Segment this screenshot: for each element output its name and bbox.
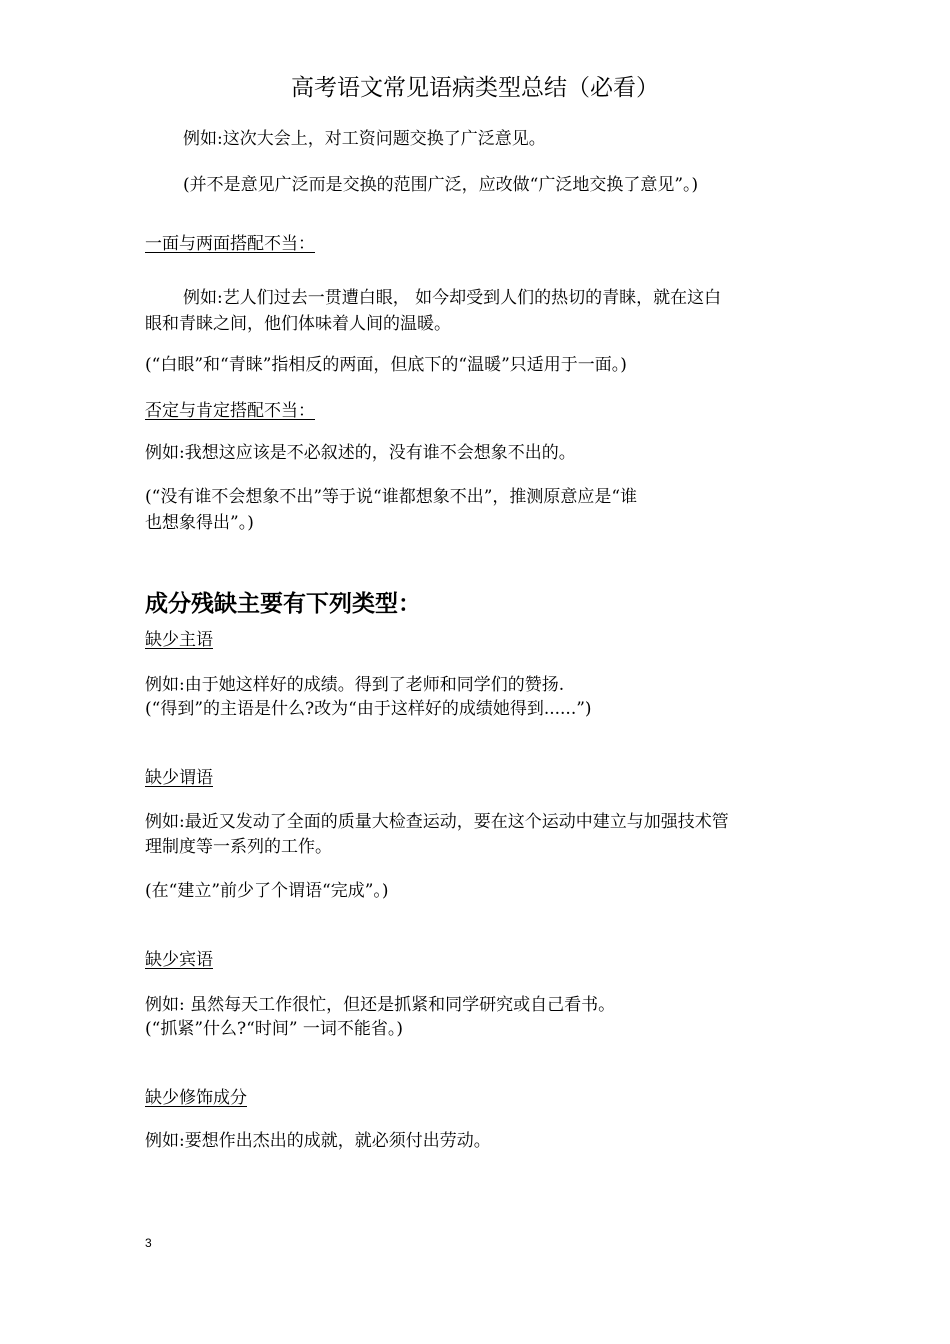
- document-title: 高考语文常见语病类型总结（必看）: [291, 75, 659, 101]
- example-text: 例如:我想这应该是不必叙述的，没有谁不会想象不出的。: [145, 443, 576, 463]
- example-text: 例如:由于她这样好的成绩。得到了老师和同学们的赞扬.: [145, 675, 565, 695]
- explanation-text: (“抓紧”什么?“时间” 一词不能省。): [145, 1019, 404, 1039]
- subheading-queshao-zhuyu: 缺少主语: [145, 630, 213, 650]
- subheading-queshao-binyu: 缺少宾语: [145, 950, 213, 970]
- example-text: 例如:这次大会上，对工资问题交换了广泛意见。: [183, 129, 546, 149]
- subheading-queshao-weiyu: 缺少谓语: [145, 768, 213, 788]
- subheading-fouding-kending: 否定与肯定搭配不当：: [145, 401, 315, 421]
- example-text-continued: 理制度等一系列的工作。: [145, 837, 332, 857]
- explanation-text: (“没有谁不会想象不出”等于说“谁都想象不出”，推测原意应是“谁: [145, 487, 638, 507]
- example-text: 例如:艺人们过去一贯遭白眼， 如今却受到人们的热切的青睐，就在这白: [183, 288, 722, 308]
- page-number: 3: [145, 1236, 152, 1250]
- subheading-yimian-liangmian: 一面与两面搭配不当：: [145, 234, 315, 254]
- section-heading-chengfen-canque: 成分残缺主要有下列类型：: [145, 591, 421, 617]
- example-text: 例如:最近又发动了全面的质量大检查运动，要在这个运动中建立与加强技术管: [145, 812, 729, 832]
- example-text-continued: 眼和青睐之间，他们体味着人间的温暖。: [145, 314, 451, 334]
- explanation-text-continued: 也想象得出”。): [145, 513, 254, 533]
- explanation-text: (“得到”的主语是什么?改为“由于这样好的成绩她得到......”): [145, 699, 592, 719]
- subheading-queshao-xiushi: 缺少修饰成分: [145, 1088, 247, 1108]
- explanation-text: (并不是意见广泛而是交换的范围广泛，应改做“广泛地交换了意见”。): [183, 175, 699, 195]
- explanation-text: (在“建立”前少了个谓语“完成”。): [145, 881, 389, 901]
- explanation-text: (“白眼”和“青睐”指相反的两面，但底下的“温暖”只适用于一面。): [145, 355, 627, 375]
- example-text: 例如:要想作出杰出的成就，就必须付出劳动。: [145, 1131, 491, 1151]
- example-text: 例如: 虽然每天工作很忙，但还是抓紧和同学研究或自己看书。: [145, 995, 616, 1015]
